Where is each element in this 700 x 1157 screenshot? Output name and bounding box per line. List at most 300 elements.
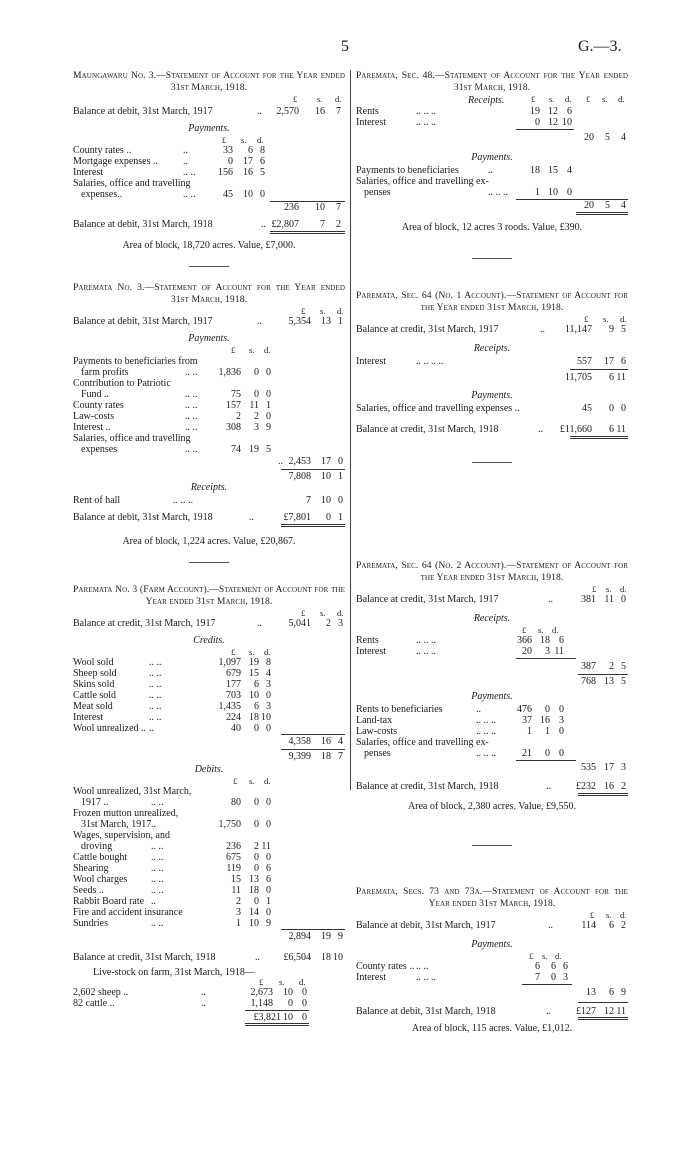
item-pence: 0 [266, 885, 271, 897]
item-pence: 11 [554, 646, 564, 658]
lsd-header [356, 952, 628, 961]
double-rule [270, 231, 345, 234]
line-item [73, 852, 345, 863]
leader-dots: .. [548, 920, 553, 932]
statement-paremata-no3 [73, 282, 345, 572]
leader-dots: .. [538, 424, 543, 436]
line-item [73, 987, 345, 998]
amount-pence: 2 [621, 781, 626, 793]
double-rule [578, 1017, 628, 1020]
item-shillings: 16 [540, 715, 550, 727]
shillings-label: s. [249, 345, 255, 356]
leader-dots: .. .. [151, 918, 164, 930]
item-pence: 0 [266, 723, 271, 735]
statement-title: Paremata No. 3 (Farm Account).—Statement of Account for the Year ended 31st March, 1918. [73, 584, 345, 607]
item-shillings: 6 [248, 145, 253, 157]
subtotal-row [73, 747, 345, 761]
total-rule [516, 658, 576, 659]
total-pounds: £3,821 [253, 1012, 281, 1024]
lsd-header [73, 609, 345, 618]
total-pence: 4 [338, 736, 343, 748]
balance-label: Balance at debit, 31st March, 1918 [356, 1006, 496, 1018]
item-pence: 4 [567, 165, 572, 177]
block-area-note: Area of block, 115 acres. Value, £1,012. [411, 1023, 573, 1035]
item-pounds: 74 [231, 444, 241, 456]
item-pounds: 6 [535, 961, 540, 973]
item-pence: 10 [562, 117, 572, 129]
item-label: Sundries [73, 918, 108, 930]
leader-dots: .. .. [149, 690, 162, 702]
item-pounds: 366 [517, 635, 532, 647]
item-shillings: 11 [249, 400, 259, 412]
lsd-header [73, 95, 345, 106]
pence-label: d. [555, 951, 562, 962]
section-separator [189, 266, 229, 267]
item-pounds: 0 [535, 117, 540, 129]
total-pence: 4 [621, 200, 626, 212]
total-pounds: 2,453 [288, 456, 311, 468]
receipts-heading: Receipts. [468, 95, 505, 107]
amount-shillings: 7 [320, 219, 325, 231]
leader-dots: .. .. .. [416, 106, 436, 118]
item-shillings: 12 [548, 117, 558, 129]
item-pounds: 3 [236, 907, 241, 919]
line-item [73, 830, 345, 841]
line-item [73, 433, 345, 444]
amount-pounds: £2,807 [271, 219, 299, 231]
line-item [356, 117, 628, 128]
line-item [73, 819, 345, 830]
total-shillings: 17 [604, 762, 614, 774]
leader-dots: .. .. .. [416, 646, 436, 658]
line-item [73, 444, 345, 455]
total-rule [516, 199, 628, 200]
line-item [73, 400, 345, 411]
total-shillings: 6 [609, 987, 614, 999]
item-label: Wool unrealized, 31st March, [73, 786, 192, 798]
item-pence: 0 [266, 907, 271, 919]
amount-shillings: 13 [321, 316, 331, 328]
amount-pounds: 5,354 [288, 316, 311, 328]
item-label: County rates .. [73, 145, 132, 157]
item-label: Cattle bought [73, 852, 128, 864]
item-pence: 0 [266, 690, 271, 702]
block-area-note: Area of block, 1,224 acres. Value, £20,867. [122, 536, 296, 548]
item-pounds: 40 [231, 723, 241, 735]
balance-closing [356, 781, 628, 792]
lsd-header [356, 315, 628, 324]
subtotal-pounds: 11,705 [564, 372, 592, 384]
double-rule [245, 1023, 309, 1026]
item-shillings: 2 [254, 841, 259, 853]
leader-dots: .. .. [151, 841, 164, 853]
item-label: 31st March, 1917 [81, 819, 152, 831]
item-pence: 6 [559, 635, 564, 647]
leader-dots: .. [151, 896, 156, 908]
receipts-heading: Receipts. [473, 343, 511, 355]
item-pounds: 1,435 [218, 701, 241, 713]
shillings-label: s. [538, 625, 544, 636]
shillings-label: s. [603, 314, 609, 325]
item-label: Rabbit Board rate [73, 896, 145, 908]
double-rule [578, 793, 628, 796]
subtotal-shillings: 6 [609, 372, 614, 384]
total-shillings: 2 [609, 661, 614, 673]
subtotal-row [356, 367, 628, 384]
total-pence: 3 [621, 762, 626, 774]
subtotal-pounds: 768 [581, 676, 596, 688]
item-pounds: 557 [577, 356, 592, 368]
item-label: Payments to beneficiaries from [73, 356, 198, 368]
item-shillings: 1 [545, 726, 550, 738]
item-label: Meat sold [73, 701, 113, 713]
amount-pence: 10 [333, 952, 343, 964]
item-shillings: 6 [254, 701, 259, 713]
item-pounds: 20 [522, 646, 532, 658]
item-pounds: 21 [522, 748, 532, 760]
balance-label: Balance at debit, 31st March, 1917 [73, 316, 213, 328]
item-pence: 0 [266, 819, 271, 831]
pounds-label: £ [584, 314, 589, 325]
block-area-note: Area of block, 12 acres 3 roods. Value, £390. [401, 222, 583, 234]
item-pounds: 19 [530, 106, 540, 118]
total-pence: 0 [302, 1012, 307, 1024]
pounds-label: £ [590, 910, 595, 921]
item-shillings: 10 [243, 189, 253, 201]
item-shillings: 10 [321, 495, 331, 507]
subtotal-shillings: 10 [321, 471, 331, 483]
balance-label: Balance at credit, 31st March, 1918 [356, 424, 499, 436]
item-pence: 6 [266, 874, 271, 886]
line-item [73, 863, 345, 874]
page-number: 5 [341, 38, 349, 55]
pounds-label: £ [222, 135, 227, 146]
item-label: Interest [356, 117, 386, 129]
leader-dots: .. [540, 324, 545, 336]
section-separator [472, 845, 512, 846]
pence-label: d. [264, 776, 271, 787]
item-pounds: 1,097 [218, 657, 241, 669]
line-item [73, 998, 345, 1009]
leader-dots: .. .. [183, 189, 196, 201]
line-item [73, 356, 345, 367]
item-pence: 9 [266, 918, 271, 930]
double-rule [570, 436, 628, 439]
payments-heading: Payments. [471, 939, 513, 951]
item-pounds: 157 [226, 400, 241, 412]
item-pounds: 2 [236, 411, 241, 423]
payments-total-row [356, 759, 628, 773]
item-pence: 6 [621, 356, 626, 368]
item-shillings: 6 [254, 679, 259, 691]
right-column [356, 70, 628, 1037]
item-pence: 4 [266, 668, 271, 680]
item-pence: 3 [559, 715, 564, 727]
item-label: expenses [81, 444, 118, 456]
subtotal-rule [281, 469, 345, 470]
item-pence: 6 [260, 156, 265, 168]
pounds-label: £ [531, 94, 536, 105]
item-shillings: 18 [249, 712, 259, 724]
balance-label: Balance at credit, 31st March, 1917 [73, 618, 216, 630]
amount-shillings: 16 [315, 106, 325, 118]
balance-rule [578, 1002, 628, 1003]
item-pounds: 11 [231, 885, 241, 897]
item-label: 82 cattle .. [73, 998, 115, 1010]
line-item [356, 748, 628, 759]
item-shillings: 12 [548, 106, 558, 118]
total-shillings: 19 [321, 931, 331, 943]
item-label: Skins sold [73, 679, 115, 691]
receipts-heading: Receipts. [473, 613, 511, 625]
column-divider [350, 70, 351, 790]
shillings-label: s. [317, 94, 323, 105]
leader-dots: .. [257, 618, 262, 630]
subtotal-shillings: 18 [321, 751, 331, 763]
item-label: Rent of hall [73, 495, 121, 507]
item-pence: 0 [266, 852, 271, 864]
leader-dots: .. .. .. [476, 748, 496, 760]
line-item [73, 668, 345, 679]
subtotal-row [356, 673, 628, 688]
balance-closing [73, 512, 345, 523]
statement-title: Maungawaru No. 3.—Statement of Account for the Year ended 31st March, 1918. [73, 70, 345, 93]
item-pence: 5 [266, 444, 271, 456]
item-pounds: 679 [226, 668, 241, 680]
balance-label: Balance at credit, 31st March, 1917 [356, 594, 499, 606]
balance-closing [73, 952, 345, 963]
item-pence: 0 [260, 189, 265, 201]
item-pounds: 675 [226, 852, 241, 864]
item-shillings: 10 [283, 987, 293, 999]
line-item [356, 715, 628, 726]
amount-pounds: 2,570 [276, 106, 299, 118]
item-pence: 0 [266, 411, 271, 423]
total-rule [281, 929, 345, 930]
item-pence: 0 [266, 797, 271, 809]
credits-total-row [73, 734, 345, 747]
subtotal-rule [578, 674, 628, 675]
pounds-label: £ [301, 306, 306, 317]
leader-dots: .. [257, 106, 262, 118]
item-label: 2,602 sheep .. [73, 987, 129, 999]
item-pounds: 703 [226, 690, 241, 702]
item-label: County rates .. [356, 961, 415, 973]
item-label: farm profits [81, 367, 129, 379]
lsd-header [73, 648, 345, 657]
pence-label: d. [337, 306, 344, 317]
leader-dots: .. .. [149, 712, 162, 724]
lsd-header [356, 911, 628, 920]
item-label: Seeds .. [73, 885, 104, 897]
shillings-label: s. [606, 584, 612, 595]
amount-pence: 7 [336, 106, 341, 118]
item-label: Sheep sold [73, 668, 117, 680]
item-pounds: 1,836 [218, 367, 241, 379]
item-pounds: 7 [306, 495, 311, 507]
amount-pence: 1 [338, 316, 343, 328]
balance-closing [356, 1005, 628, 1016]
amount-pounds: 114 [581, 920, 596, 932]
payments-heading: Payments. [471, 390, 513, 402]
line-item [73, 701, 345, 712]
item-pence: 0 [266, 389, 271, 401]
shillings-label: s. [320, 306, 326, 317]
total-rule [516, 129, 574, 130]
item-label: Interest [73, 712, 103, 724]
total-pounds: 20 [584, 132, 594, 144]
receipts-total-row [356, 128, 628, 144]
pence-label: d. [335, 94, 342, 105]
amount-pence: 3 [338, 618, 343, 630]
pence-label: d. [565, 94, 572, 105]
balance-closing [73, 219, 345, 230]
livestock-heading: Live-stock on farm, 31st March, 1918— [93, 967, 255, 979]
line-item [73, 178, 345, 189]
total-pounds: 2,894 [288, 931, 311, 943]
leader-dots: .. .. [185, 444, 198, 456]
lsd-header [73, 777, 345, 786]
leader-dots: .. .. [183, 167, 196, 179]
line-item [356, 704, 628, 715]
item-shillings: 0 [254, 797, 259, 809]
leader-dots: .. .. [151, 852, 164, 864]
item-label: Frozen mutton unrealized, [73, 808, 179, 820]
item-label: Shearing [73, 863, 109, 875]
statement-title: Paremata, Sec. 64 (No. 1 Account).—Statement of Account for the Year ended 31st March, 1918. [356, 290, 628, 313]
line-item [356, 403, 628, 414]
total-pence: 5 [621, 661, 626, 673]
statement-paremata-no3-farm [73, 584, 345, 1027]
leader-dots: .. [261, 219, 266, 231]
item-shillings: 0 [254, 723, 259, 735]
leader-dots: .. .. [185, 422, 198, 434]
shillings-label: s. [241, 135, 247, 146]
item-pence: 0 [559, 726, 564, 738]
item-shillings: 3 [545, 646, 550, 658]
item-pounds: 2,673 [250, 987, 273, 999]
item-pence: 1 [266, 896, 271, 908]
statement-title: Paremata, Secs. 73 and 73a.—Statement of Account for the Year ended 31st March, 1918. [356, 886, 628, 909]
item-label: Wages, supervision, and [73, 830, 170, 842]
subtotal-pence: 7 [338, 751, 343, 763]
item-pence: 6 [266, 863, 271, 875]
total-shillings: 10 [315, 202, 325, 214]
item-label: Interest [356, 356, 386, 368]
line-item [73, 422, 345, 433]
debits-heading: Debits. [194, 764, 224, 776]
item-label: Rents [356, 635, 379, 647]
section-separator [472, 258, 512, 259]
pence-label: d. [264, 345, 271, 356]
line-item [356, 635, 628, 646]
balance-opening [73, 316, 345, 327]
item-label: Mortgage expenses .. [73, 156, 158, 168]
amount-pence: 11 [616, 1006, 626, 1018]
pence-label: d. [337, 608, 344, 619]
pence-label: d. [620, 584, 627, 595]
shillings-label: s. [320, 608, 326, 619]
debits-total-row [73, 929, 345, 942]
item-label: Land-tax [356, 715, 393, 727]
block-area-note: Area of block, 2,380 acres. Value, £9,550. [407, 801, 577, 813]
line-item [73, 679, 345, 690]
item-pence: 3 [266, 701, 271, 713]
item-label: Fund .. [81, 389, 110, 401]
line-item [73, 918, 345, 929]
shillings-label: s. [602, 94, 608, 105]
subtotal-pence: 11 [616, 372, 626, 384]
shillings-label: s. [249, 647, 255, 658]
leader-dots: .. .. [149, 668, 162, 680]
left-column [73, 70, 345, 1027]
pence-label: d. [264, 647, 271, 658]
item-pence: 6 [563, 961, 568, 973]
line-item [356, 106, 628, 117]
amount-pence: 5 [621, 324, 626, 336]
amount-pounds: £11,660 [559, 424, 592, 436]
line-item [356, 646, 628, 657]
item-pence: 0 [266, 367, 271, 379]
item-pounds: 308 [226, 422, 241, 434]
item-pence: 5 [260, 167, 265, 179]
amount-shillings: 16 [604, 781, 614, 793]
leader-dots: .. .. [185, 400, 198, 412]
leader-dots: .. [255, 952, 260, 964]
item-label: Interest [356, 646, 386, 658]
leader-dots: .. .. [151, 885, 164, 897]
item-shillings: 3 [254, 422, 259, 434]
item-label: Contribution to Patriotic [73, 378, 171, 390]
amount-pounds: £6,504 [283, 952, 311, 964]
item-label: Salaries, office and travelling ex- [356, 737, 489, 749]
item-shillings: 0 [254, 367, 259, 379]
subtotal-row [73, 468, 345, 482]
total-pounds: 387 [581, 661, 596, 673]
item-pounds: 45 [582, 403, 592, 415]
line-item [73, 389, 345, 400]
shillings-label: s. [542, 951, 548, 962]
item-pounds: 236 [226, 841, 241, 853]
pounds-label: £ [293, 94, 298, 105]
line-item [73, 156, 345, 167]
lsd-header [73, 978, 345, 987]
item-pounds: 45 [223, 189, 233, 201]
amount-pounds: £127 [576, 1006, 596, 1018]
pence-label: d. [299, 977, 306, 988]
item-pounds: 7 [535, 972, 540, 984]
item-shillings: 15 [548, 165, 558, 177]
item-pence: 0 [338, 495, 343, 507]
leader-dots: .. .. .. [476, 726, 496, 738]
item-pounds: 37 [522, 715, 532, 727]
pounds-label: £ [301, 608, 306, 619]
item-pence: 0 [302, 987, 307, 999]
line-item [73, 189, 345, 200]
double-rule [576, 212, 628, 215]
leader-dots: .. .. [149, 701, 162, 713]
leader-dots: .. .. .. [416, 972, 436, 984]
pounds-label: £ [233, 776, 238, 787]
receipts-heading: Receipts. [190, 482, 228, 494]
leader-dots: .. .. .. .. [416, 356, 444, 368]
amount-pounds: £232 [576, 781, 596, 793]
leader-dots: .. [151, 819, 156, 831]
item-pounds: 177 [226, 679, 241, 691]
item-pounds: 1 [236, 918, 241, 930]
line-item [73, 378, 345, 389]
amount-shillings: 6 [609, 920, 614, 932]
